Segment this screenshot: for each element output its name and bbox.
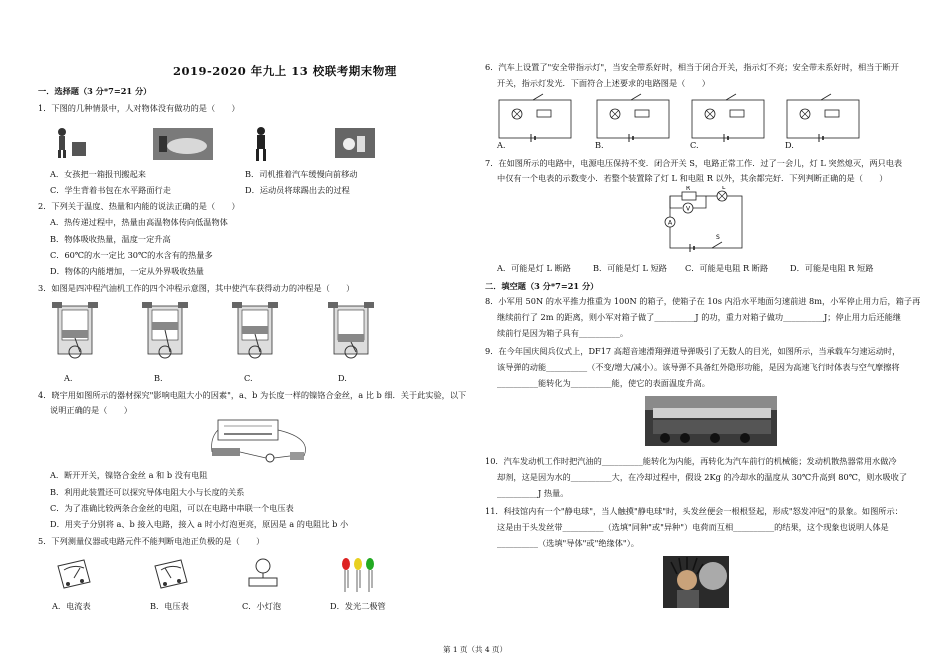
q4-option-a: A．断开开关，镍铬合金丝 a 和 b 没有电阻 [50, 470, 208, 480]
q2-option-a: A．热传递过程中，热量由高温物体传向低温物体 [50, 217, 228, 227]
q5-ammeter-image [54, 556, 94, 592]
q4-option-c: C．为了准确比较两条合金丝的电阻，可以在电路中串联一个电压表 [50, 503, 294, 513]
q5-led-image [338, 556, 378, 596]
q1-option-c: C．学生背着书包在水平路面行走 [50, 185, 171, 195]
q6-circuit-a [499, 94, 571, 142]
q1-image-c [250, 126, 272, 162]
q8-line1: 8．小军用 50N 的水平推力推重为 100N 的箱子，使箱子在 10s 内沿水平地面匀速前进 8m，小军停止用力后，箱子再 [485, 296, 921, 306]
q3-label-a: A. [64, 373, 73, 383]
q6-label-a: A. [497, 140, 506, 150]
q2-option-b: B．物体吸收热量，温度一定升高 [50, 234, 171, 244]
q11-line1: 11．科技馆内有一个"静电球"，当人触摸"静电球"时，头发丝便会一根根竖起，形成"怒发冲冠"的景象。如图所示： [485, 506, 903, 516]
q3-label-c: C. [244, 373, 253, 383]
q7-option-d: D．可能是电阻 R 短路 [790, 263, 874, 273]
q5-option-d: D．发光二极管 [330, 601, 386, 611]
q6-label-c: C. [690, 140, 699, 150]
q6-stem-line1: 6．汽车上设置了"安全带指示灯"，当安全带系好时，相当于闭合开关，指示灯不亮；安全带未系好时，相当于断开 [485, 62, 899, 72]
q9-line3: __________能转化为__________能，使它的表面温度升高。 [497, 378, 710, 388]
q5-stem: 5．下列测量仪器或电路元件不能判断电池正负极的是（ ） [38, 536, 265, 546]
q2-option-d: D．物体的内能增加，一定从外界吸收热量 [50, 266, 204, 276]
q9-missile-photo [645, 396, 777, 446]
q8-line3: 续前行是因为箱子具有__________。 [497, 328, 629, 338]
engine-diagram-b [142, 302, 188, 358]
q2-option-c: C．60℃的水一定比 30℃的水含有的热量多 [50, 250, 213, 260]
q6-stem-line2: 开关，指示灯发光．下面符合上述要求的电路图是（ ） [497, 78, 710, 88]
engine-diagram-c [232, 302, 278, 358]
q3-label-b: B. [154, 373, 163, 383]
q11-line2: 这是由于头发丝带__________（选填"同种"或"异种"）电荷而互相__________的结果，这个现象也说明人体是 [497, 522, 889, 532]
q1-image-d [335, 128, 375, 158]
q5-option-a: A．电流表 [52, 601, 91, 611]
q11-static-ball-photo [663, 556, 729, 608]
q7-option-c: C．可能是电阻 R 断路 [685, 263, 769, 273]
q6-circuit-b [597, 94, 669, 142]
q1-option-a: A．女孩把一箱报刊搬起来 [50, 169, 146, 179]
q8-line2: 继续前行了 2m 的距离，则小军对箱子做了__________J 的功，重力对箱子做功__________J；停止用力后还能继 [497, 312, 901, 322]
page-footer: 第 1 页（共 4 页） [442, 645, 508, 654]
q9-line2: 该导弹的动能__________（不变/增大/减小）。该导弹不具备红外隐形功能，是因为高速飞行时体表与空气摩擦将 [497, 362, 900, 372]
q7-stem-line2: 中仅有一个电表的示数变小．若整个装置除了灯 L 和电阻 R 以外，其余都完好．下列判断正确的是（ ） [497, 173, 888, 183]
q9-line1: 9．在今年国庆阅兵仪式上，DF17 高超音速滑翔弹道导弹吸引了无数人的目光，如图所示，当承载车匀速运动时， [485, 346, 901, 356]
q4-option-b: B．利用此装置还可以探究导体电阻大小与长度的关系 [50, 487, 245, 497]
q5-option-b: B．电压表 [150, 601, 189, 611]
q7-v-label: V [686, 205, 691, 213]
q7-r-label: R [686, 186, 691, 192]
q6-circuit-c [692, 94, 764, 142]
q7-circuit-diagram [660, 186, 750, 254]
q10-line3: __________J 热量。 [497, 488, 569, 498]
q7-a-label: A [668, 219, 673, 227]
q7-s-label: S [716, 234, 720, 241]
section-choice-heading: 一．选择题（3 分*7=21 分） [38, 86, 152, 96]
q7-option-b: B．可能是灯 L 短路 [593, 263, 667, 273]
q4-option-d: D．用夹子分别将 a、b 接入电路，接入 a 时小灯泡更亮，原因是 a 的电阻比 b 小 [50, 519, 349, 529]
q6-label-d: D. [785, 140, 794, 150]
q7-stem-line1: 7．在如图所示的电路中，电源电压保持不变．闭合开关 S，电路正常工作．过了一会儿，灯 L 突然熄灭，两只电表 [485, 158, 903, 168]
q4-stem-line2: 说明正确的是（ ） [50, 405, 132, 415]
q7-option-a: A．可能是灯 L 断路 [497, 263, 571, 273]
q4-apparatus-diagram [208, 418, 318, 468]
q5-voltmeter-image [151, 556, 191, 592]
q10-line1: 10．汽车发动机工作时把汽油的__________能转化为内能，再转化为汽车前行的机械能；发动机散热器常用水做冷 [485, 456, 897, 466]
q7-l-label: L [722, 186, 726, 191]
q1-option-d: D．运动员将球踢出去的过程 [245, 185, 350, 195]
q6-circuit-d [787, 94, 859, 142]
q1-option-b: B．司机推着汽车缓慢向前移动 [245, 169, 358, 179]
section-fill-heading: 二．填空题（3 分*7=21 分） [485, 281, 599, 291]
q4-stem-line1: 4．晓宇用如图所示的器材探究"影响电阻大小的因素"，a、b 为长度一样的镍铬合金丝，a 比 b 细．关于此实验，以下 [38, 390, 467, 400]
q1-stem: 1．下图的几种情景中，人对物体没有做功的是（ ） [38, 103, 240, 113]
page-title: 2019-2020 年九上 13 校联考期末物理 [173, 64, 397, 78]
q3-stem: 3．如图是四冲程汽油机工作的四个冲程示意图，其中使汽车获得动力的冲程是（ ） [38, 283, 355, 293]
q1-image-b [153, 128, 213, 160]
q11-line3: __________（选填"导体"或"绝缘体"）。 [497, 538, 639, 548]
q2-stem: 2．下列关于温度、热量和内能的说法正确的是（ ） [38, 201, 240, 211]
q3-label-d: D. [338, 373, 347, 383]
q10-line2: 却剂，这是因为水的__________大，在冷却过程中，假设 2Kg 的冷却水的温度从 30℃升高到 80℃，则水吸收了 [497, 472, 908, 482]
q5-bulb-image [243, 556, 283, 592]
q1-image-a [50, 126, 90, 160]
engine-diagram-a [52, 302, 98, 358]
engine-diagram-d [328, 302, 374, 358]
q5-option-c: C．小灯泡 [242, 601, 282, 611]
q3-engine-diagrams [50, 300, 410, 362]
q6-label-b: B. [595, 140, 604, 150]
